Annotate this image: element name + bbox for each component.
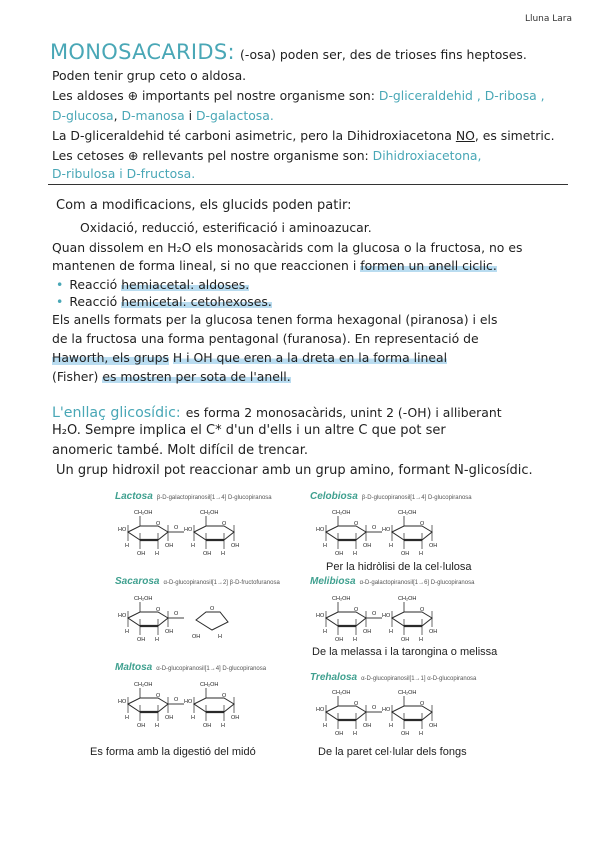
celobiosa-structure-ring-1-sub-label-1: OH [335, 551, 344, 557]
maltosa-label [115, 662, 266, 673]
celobiosa-structure-ring-1-sub-label-3: OH [363, 543, 372, 549]
trehalosa-structure-ring-2-ch2oh-label: CH₂OH [398, 690, 417, 696]
sacarosa-structure-ring-2-h-label: H [218, 634, 222, 640]
maltosa-structure-ring-1-ho-label: HO [118, 699, 127, 705]
lactosa-structure-ring-2-o-label: O [222, 521, 227, 527]
sep-1: , [113, 108, 122, 123]
melibiosa-structure-ring-1-sub-label-3: OH [363, 629, 372, 635]
hemicetal-highlight: hemicetal: cetohexoses. [121, 294, 272, 309]
bond-line-1 [52, 402, 502, 421]
melibiosa-structure-ring-1-ho-label: HO [316, 613, 325, 619]
sacarosa-structure-ring-1 [128, 612, 168, 626]
maltosa-structure-ring-2-ho-label: HO [184, 699, 193, 705]
sacarosa-structure-ring-1-ch2oh-label: CH₂OH [134, 596, 153, 602]
d-galactosa: D-galactosa. [196, 108, 274, 123]
trehalosa-structure-ring-1-sub-label-1: OH [335, 731, 344, 737]
lactosa-structure-ring-1-sub-label-2: H [155, 551, 159, 557]
sacarosa-name: Sacarosa [115, 576, 160, 587]
trehalosa-structure-ring-2-sub-label-0: H [389, 723, 393, 729]
sacarosa-structure-bridge-o-label: O [174, 611, 179, 617]
maltosa-desc: α-D-glucopiranosil[1→4] D-glucopiranosa [156, 666, 267, 672]
trehalosa-structure-ring-1-sub-label-0: H [323, 723, 327, 729]
under-ring-highlight: es mostren per sota de l'anell. [102, 369, 291, 384]
melibiosa-name: Melibiosa [310, 576, 356, 587]
celobiosa-structure-ring-2-o-label: O [420, 521, 425, 527]
sacarosa-structure-ring-1-o-label: O [156, 607, 161, 613]
melibiosa-structure-bridge-o-label: O [372, 611, 377, 617]
melibiosa-structure-ring-1-o-label: O [354, 607, 359, 613]
lactosa-structure-ring-2-ch2oh-label: CH₂OH [200, 510, 219, 516]
mod-line-4-text: mantenen de forma lineal, si no que reaccionen i [52, 258, 357, 273]
melibiosa-structure-ring-2-ho-label: HO [382, 613, 391, 619]
line-3-text: Les aldoses ⊕ importants pel nostre organisme son: [52, 88, 375, 103]
celobiosa-structure-ring-2-sub-label-3: OH [429, 543, 438, 549]
celobiosa-structure-ring-1-sub-label-0: H [323, 543, 327, 549]
haworth-highlight: Haworth, els grups [52, 350, 169, 365]
celobiosa-structure-ring-2-ch2oh-label: CH₂OH [398, 510, 417, 516]
celobiosa-caption: Per la hidròlisi de la cel·lulosa [326, 561, 472, 573]
sacarosa-desc: α-D-glucopiranosil[1→2] β-D-fructofuranosa [163, 580, 280, 586]
maltosa-structure-ring-1-o-label: O [156, 693, 161, 699]
lactosa-label [115, 491, 272, 502]
maltosa-structure-ring-1 [128, 698, 168, 712]
cyclic-ring-highlight: formen un anell ciclic. [360, 258, 497, 273]
melibiosa-structure [310, 594, 510, 644]
mod-bullet-1 [56, 277, 249, 292]
maltosa-structure-ring-2 [194, 698, 234, 712]
reaction-label-2: Reacció [69, 294, 118, 309]
melibiosa-structure-ring-2-o-label: O [420, 607, 425, 613]
glycosidic-title: L'enllaç glicosídic: [52, 405, 181, 421]
celobiosa-structure-ring-1-ho-label: HO [316, 527, 325, 533]
celobiosa-structure-ring-1-sub-label-2: H [353, 551, 357, 557]
maltosa-structure-ring-1-sub-label-0: H [125, 715, 129, 721]
mod-line-10 [52, 369, 291, 384]
lactosa-structure-ring-2 [194, 526, 234, 540]
sacarosa-structure-ring-1-sub-label-1: OH [137, 637, 146, 643]
aldoses-list-1: D-gliceraldehid , D-ribosa , [378, 88, 545, 103]
celobiosa-structure-ring-1 [326, 526, 366, 540]
melibiosa-desc: α-D-galactopiranosil[1→6] D-glucopiranosa [359, 580, 475, 586]
sacarosa-structure [112, 594, 312, 654]
maltosa-structure-bridge-o-label: O [174, 697, 179, 703]
maltosa-structure-ring-2-sub-label-3: OH [231, 715, 240, 721]
trehalosa-structure-ring-2-sub-label-3: OH [429, 723, 438, 729]
groups-highlight: H i OH que eren a la dreta en la forma lineal [172, 350, 448, 365]
mod-line-1: Com a modificacions, els glucids poden patir: [56, 198, 352, 213]
line-7: D-ribulosa i D-fructosa. [52, 166, 196, 181]
lactosa-structure-ring-1-sub-label-0: H [125, 543, 129, 549]
trehalosa-structure-bridge-o-label: O [372, 705, 377, 711]
lactosa-desc: β-D-galactopiranosil[1→4] D-glucopiranosa [156, 495, 272, 501]
line-6 [52, 148, 481, 163]
lactosa-structure-ring-1-o-label: O [156, 521, 161, 527]
maltosa-structure-ring-1-sub-label-3: OH [165, 715, 174, 721]
line-1-text: (-osa) poden ser, des de trioses fins heptoses. [240, 47, 527, 62]
lactosa-structure-bridge-o-label: O [174, 525, 179, 531]
lactosa-structure-ring-1-sub-label-3: OH [165, 543, 174, 549]
celobiosa-structure-ring-2-ho-label: HO [382, 527, 391, 533]
mod-line-7: Els anells formats per la glucosa tenen forma hexagonal (piranosa) i els [52, 312, 498, 327]
celobiosa-structure-ring-1-ch2oh-label: CH₂OH [332, 510, 351, 516]
cetoses-list-1: Dihidroxiacetona, [372, 148, 482, 163]
line-5 [52, 128, 555, 143]
line-5-text: La D-gliceraldehid té carboni asimetric, pero la Dihidroxiacetona [52, 128, 452, 143]
celobiosa-structure-ring-1-o-label: O [354, 521, 359, 527]
trehalosa-structure-ring-2-sub-label-2: H [419, 731, 423, 737]
melibiosa-structure-ring-2-sub-label-1: OH [401, 637, 410, 643]
sacarosa-structure-ring-1-ho-label: HO [118, 613, 127, 619]
mod-line-3: Quan dissolem en H₂O els monosacàrids com la glucosa o la fructosa, no es [52, 240, 523, 255]
melibiosa-structure-ring-2-sub-label-3: OH [429, 629, 438, 635]
d-glucosa: D-glucosa [52, 108, 114, 123]
bullet-icon: • [56, 277, 64, 292]
author-name: Lluna Lara [524, 14, 572, 24]
trehalosa-caption: De la paret cel·lular dels fongs [318, 746, 467, 758]
melibiosa-label [310, 576, 474, 587]
lactosa-structure-ring-1 [128, 526, 168, 540]
celobiosa-structure-ring-2 [392, 526, 432, 540]
mod-line-8: de la fructosa una forma pentagonal (furanosa). En representació de [52, 331, 479, 346]
melibiosa-structure-ring-2-sub-label-2: H [419, 637, 423, 643]
sacarosa-structure-ring-1-sub-label-0: H [125, 629, 129, 635]
bond-line-2: H₂O. Sempre implica el C* d'un d'ells i un altre C que pot ser [52, 423, 446, 438]
mod-line-4 [52, 258, 497, 273]
trehalosa-structure-ring-2-sub-label-1: OH [401, 731, 410, 737]
sacarosa-structure-ring-1-sub-label-3: OH [165, 629, 174, 635]
fisher-label: (Fisher) [52, 369, 99, 384]
melibiosa-caption: De la melassa i la tarongina o melissa [312, 646, 498, 658]
trehalosa-structure-ring-1-o-label: O [354, 701, 359, 707]
lactosa-structure-ring-1-sub-label-1: OH [137, 551, 146, 557]
lactosa-structure-ring-2-sub-label-0: H [191, 543, 195, 549]
maltosa-structure-ring-2-o-label: O [222, 693, 227, 699]
melibiosa-structure-ring-1-ch2oh-label: CH₂OH [332, 596, 351, 602]
lactosa-structure-ring-1-ch2oh-label: CH₂OH [134, 510, 153, 516]
line-2: Poden tenir grup ceto o aldosa. [52, 68, 247, 83]
celobiosa-label [310, 491, 472, 502]
trehalosa-structure-ring-1-sub-label-2: H [353, 731, 357, 737]
line-5-end: , es simetric. [474, 128, 555, 143]
lactosa-structure [112, 508, 312, 568]
lactosa-structure-ring-2-sub-label-1: OH [203, 551, 212, 557]
section-divider [48, 184, 568, 185]
maltosa-name: Maltosa [115, 662, 153, 673]
melibiosa-structure-ring-1 [326, 612, 366, 626]
lactosa-structure-ring-1-ho-label: HO [118, 527, 127, 533]
line-6-text: Les cetoses ⊕ rellevants pel nostre organisme son: [52, 148, 369, 163]
trehalosa-structure-ring-1-ho-label: HO [316, 707, 325, 713]
maltosa-structure-ring-1-sub-label-1: OH [137, 723, 146, 729]
celobiosa-structure-ring-2-sub-label-2: H [419, 551, 423, 557]
maltosa-structure-ring-1-ch2oh-label: CH₂OH [134, 682, 153, 688]
sacarosa-label [115, 576, 280, 587]
melibiosa-structure-ring-1-sub-label-1: OH [335, 637, 344, 643]
celobiosa-structure-bridge-o-label: O [372, 525, 377, 531]
maltosa-caption: Es forma amb la digestió del midó [90, 746, 256, 758]
celobiosa-name: Celobiosa [310, 491, 358, 502]
hemiacetal-highlight: hemiacetal: aldoses. [121, 277, 250, 292]
celobiosa-structure [310, 508, 510, 558]
line-4 [52, 108, 274, 123]
line-3 [52, 88, 545, 103]
mod-bullet-2 [56, 294, 272, 309]
trehalosa-structure-ring-2 [392, 706, 432, 720]
maltosa-structure-ring-1-sub-label-2: H [155, 723, 159, 729]
mod-line-2: Oxidació, reducció, esterificació i aminoazucar. [80, 220, 372, 235]
maltosa-structure-ring-2-ch2oh-label: CH₂OH [200, 682, 219, 688]
lactosa-structure-ring-2-sub-label-2: H [221, 551, 225, 557]
section-title: MONOSACARIDS: [50, 40, 235, 64]
no-emphasis: NO [455, 128, 475, 143]
sacarosa-structure-ring-2 [196, 612, 228, 630]
melibiosa-structure-ring-1-sub-label-2: H [353, 637, 357, 643]
line-1 [50, 40, 527, 64]
melibiosa-structure-ring-1-sub-label-0: H [323, 629, 327, 635]
sacarosa-structure-ring-2-oh-label: OH [192, 634, 201, 640]
trehalosa-structure-ring-1-sub-label-3: OH [363, 723, 372, 729]
trehalosa-desc: α-D-glucopiranosil[1→1] α-D-glucopiranosa [361, 676, 477, 682]
bond-line-4: Un grup hidroxil pot reaccionar amb un grup amino, formant N-glicosídic. [56, 463, 533, 478]
maltosa-structure-ring-2-sub-label-2: H [221, 723, 225, 729]
trehalosa-structure [310, 688, 510, 738]
lactosa-structure-ring-2-sub-label-3: OH [231, 543, 240, 549]
sacarosa-structure-ring-1-sub-label-2: H [155, 637, 159, 643]
trehalosa-structure-ring-1 [326, 706, 366, 720]
melibiosa-structure-ring-2-ch2oh-label: CH₂OH [398, 596, 417, 602]
celobiosa-structure-ring-2-sub-label-1: OH [401, 551, 410, 557]
maltosa-structure [112, 680, 312, 740]
reaction-label-1: Reacció [69, 277, 118, 292]
melibiosa-structure-ring-2 [392, 612, 432, 626]
bond-line-3: anomeric també. Molt difícil de trencar. [52, 443, 309, 458]
celobiosa-structure-ring-2-sub-label-0: H [389, 543, 393, 549]
trehalosa-structure-ring-1-ch2oh-label: CH₂OH [332, 690, 351, 696]
sacarosa-structure-ring-2-o-label: O [210, 606, 215, 612]
lactosa-structure-ring-2-ho-label: HO [184, 527, 193, 533]
d-manosa: D-manosa [121, 108, 185, 123]
trehalosa-label [310, 672, 476, 683]
mod-line-9 [52, 350, 447, 365]
bond-line-1-text: es forma 2 monosacàrids, unint 2 (-OH) i alliberant [185, 405, 502, 420]
melibiosa-structure-ring-2-sub-label-0: H [389, 629, 393, 635]
sep-2: i [184, 108, 197, 123]
bullet-icon: • [56, 294, 64, 309]
lactosa-name: Lactosa [115, 491, 153, 502]
maltosa-structure-ring-2-sub-label-0: H [191, 715, 195, 721]
trehalosa-structure-ring-2-ho-label: HO [382, 707, 391, 713]
maltosa-structure-ring-2-sub-label-1: OH [203, 723, 212, 729]
trehalosa-structure-ring-2-o-label: O [420, 701, 425, 707]
trehalosa-name: Trehalosa [310, 672, 358, 683]
celobiosa-desc: β-D-glucopiranosil[1→4] D-glucopiranosa [361, 495, 472, 501]
